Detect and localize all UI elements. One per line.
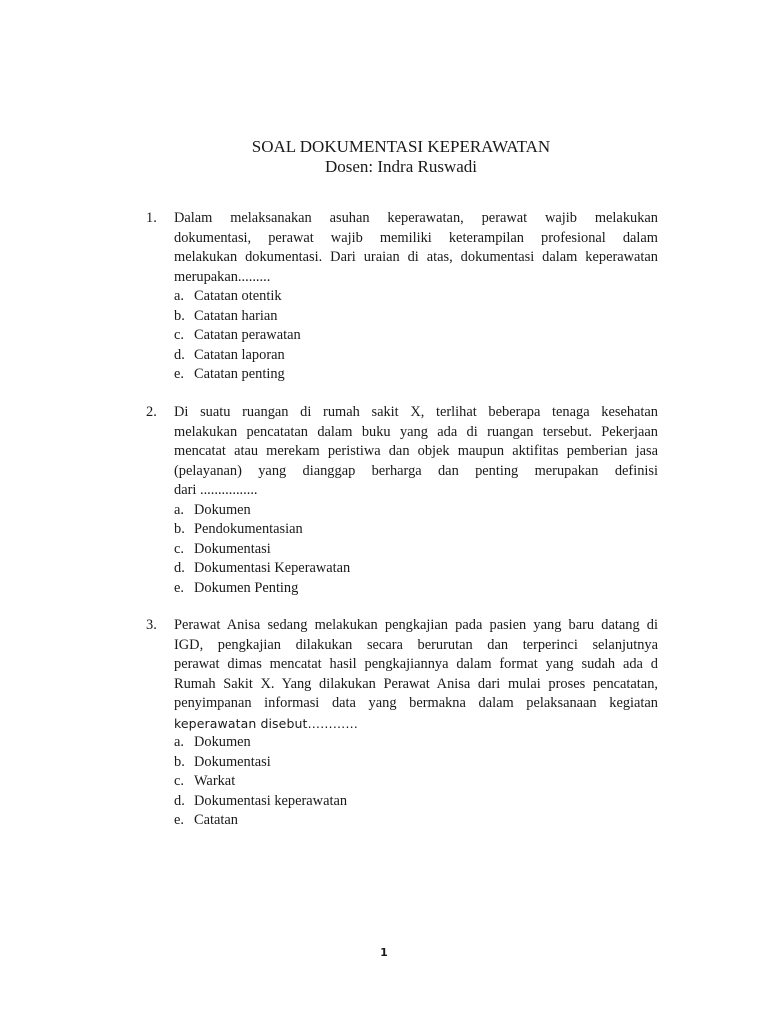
document-subtitle: Dosen: Indra Ruswadi bbox=[324, 157, 478, 176]
answer-option bbox=[174, 326, 658, 346]
document-header bbox=[0, 137, 768, 177]
stem-line: melakukan pencatatan dalam buku yang ada di ruangan tersebut. Pekerjaan bbox=[174, 423, 658, 440]
option-text: Catatan laporan bbox=[194, 346, 285, 363]
option-text: Dokumen bbox=[194, 501, 251, 518]
stem-line: perawat dimas mencatat hasil pengkajiannya dalam format yang sudah ada d bbox=[174, 656, 658, 672]
answer-option bbox=[174, 792, 658, 812]
question-stem bbox=[174, 209, 658, 287]
option-text: Catatan harian bbox=[194, 307, 278, 324]
stem-line: penyimpanan informasi data yang bermakna dalam pelaksanaan kegiatan bbox=[174, 695, 658, 711]
option-letter: a. bbox=[174, 734, 184, 750]
option-text: Catatan penting bbox=[194, 366, 285, 382]
option-letter: b. bbox=[174, 307, 185, 324]
option-letter: a. bbox=[174, 288, 184, 304]
question-stem bbox=[174, 616, 658, 733]
option-letter: d. bbox=[174, 560, 185, 576]
answer-option bbox=[174, 287, 658, 307]
stem-line: Perawat Anisa sedang melakukan pengkajian pada pasien yang baru datang di bbox=[174, 617, 658, 633]
answer-option bbox=[174, 753, 658, 773]
option-text: Dokumen bbox=[194, 734, 251, 750]
answer-option bbox=[174, 733, 658, 753]
option-letter: c. bbox=[174, 773, 184, 789]
stem-line: keperawatan disebut………… bbox=[174, 715, 358, 731]
option-text: Warkat bbox=[194, 773, 236, 789]
answer-option bbox=[174, 540, 658, 560]
answer-option bbox=[174, 346, 658, 366]
page-number: 1 bbox=[380, 946, 388, 959]
option-text: Pendokumentasian bbox=[194, 521, 303, 537]
option-text: Dokumentasi Keperawatan bbox=[194, 560, 351, 576]
option-text: Catatan otentik bbox=[194, 288, 282, 304]
option-letter: e. bbox=[174, 812, 184, 828]
stem-line: Dalam melaksanakan asuhan keperawatan, perawat wajib melakukan bbox=[174, 210, 658, 226]
question-3 bbox=[146, 616, 658, 831]
option-text: Dokumentasi bbox=[194, 753, 271, 770]
option-text: Catatan bbox=[194, 812, 238, 828]
answer-option bbox=[174, 811, 658, 831]
stem-line: merupakan......... bbox=[174, 268, 271, 285]
answer-option bbox=[174, 307, 658, 327]
option-letter: c. bbox=[174, 327, 184, 343]
stem-line: Di suatu ruangan di rumah sakit X, terlihat beberapa tenaga kesehatan bbox=[174, 404, 658, 420]
answer-option bbox=[174, 501, 658, 521]
stem-line: melakukan dokumentasi. Dari uraian di atas, dokumentasi dalam keperawatan bbox=[174, 249, 658, 265]
question-stem bbox=[174, 403, 658, 501]
answer-option bbox=[174, 772, 658, 792]
answer-option bbox=[174, 520, 658, 540]
stem-line: Rumah Sakit X. Yang dilakukan Perawat Anisa dari mulai proses pencatatan, bbox=[174, 675, 658, 692]
stem-line: (pelayanan) yang dianggap berharga dan penting merupakan definisi bbox=[174, 462, 658, 479]
option-letter: b. bbox=[174, 521, 185, 537]
document-title: SOAL DOKUMENTASI KEPERAWATAN bbox=[251, 137, 551, 156]
stem-line: mencatat atau merekam peristiwa dan objek maupun aktifitas pemberian jasa bbox=[174, 443, 658, 459]
stem-line: IGD, pengkajian dilakukan secara berurutan dan terperinci selanjutnya bbox=[174, 636, 658, 653]
option-letter: c. bbox=[174, 540, 184, 557]
option-text: Dokumen Penting bbox=[194, 579, 299, 596]
answer-option bbox=[174, 559, 658, 579]
question-number: 3. bbox=[146, 617, 157, 633]
option-letter: a. bbox=[174, 501, 184, 518]
question-number: 2. bbox=[146, 404, 157, 420]
question-1 bbox=[146, 209, 658, 385]
question-number: 1. bbox=[146, 210, 157, 226]
stem-line: dari ................ bbox=[174, 482, 258, 498]
option-letter: e. bbox=[174, 579, 184, 596]
question-2 bbox=[146, 403, 658, 598]
answer-option bbox=[174, 365, 658, 385]
option-text: Catatan perawatan bbox=[194, 327, 301, 343]
answer-option bbox=[174, 579, 658, 599]
stem-line: dokumentasi, perawat wajib memiliki keterampilan profesional dalam bbox=[174, 229, 658, 246]
option-letter: d. bbox=[174, 346, 185, 363]
option-text: Dokumentasi keperawatan bbox=[194, 792, 348, 809]
option-letter: e. bbox=[174, 366, 184, 382]
option-letter: b. bbox=[174, 753, 185, 770]
option-letter: d. bbox=[174, 792, 185, 809]
option-text: Dokumentasi bbox=[194, 540, 271, 557]
